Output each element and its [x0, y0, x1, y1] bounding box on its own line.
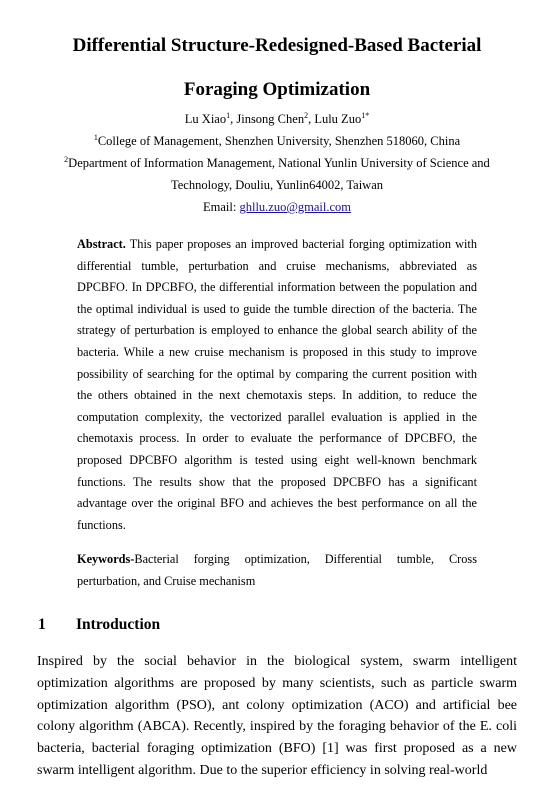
- author-affiliation-mark: 2: [304, 111, 309, 120]
- author-affiliation-mark: 1: [226, 111, 231, 120]
- author-separator: ,: [230, 112, 237, 126]
- abstract: [77, 234, 477, 536]
- email-link[interactable]: ghllu.zuo@gmail.com: [239, 200, 351, 214]
- affiliation-mark: 1: [93, 133, 98, 142]
- affiliation-1: [30, 132, 524, 150]
- introduction-paragraph: Inspired by the social behavior in the biological system, swarm intelligent optimization algorithms are proposed by many scientists, such as particle swarm optimization algorithm (PSO), ant colony optimization (ACO) and artificial bee colony algorithm (ABCA). Recently, inspired by the foraging behavior of the E. coli bacteria, bacterial foraging optimization (BFO) [1] was first proposed as a new swarm intelligent algorithm. Due to the superior efficiency in solving real-world: [37, 654, 517, 778]
- keywords: [77, 549, 477, 592]
- email-line: [30, 198, 524, 216]
- affiliation-2-line-1: [30, 154, 524, 172]
- section-number: 1: [38, 616, 46, 633]
- abstract-paragraph: [77, 234, 477, 536]
- author-name: Lulu Zuo: [314, 112, 362, 126]
- paper-title-line-1: Differential Structure-Redesigned-Based Bacterial: [72, 35, 482, 56]
- section-title: Introduction: [76, 616, 161, 633]
- section-heading-introduction: [38, 615, 160, 635]
- affiliation-mark: 2: [64, 155, 69, 164]
- affiliation-text: Department of Information Management, National Yunlin University of Science and: [68, 156, 490, 170]
- paper-title-line-2: Foraging Optimization: [183, 79, 371, 100]
- affiliation-2-line-2: Technology, Douliu, Yunlin64002, Taiwan: [171, 178, 383, 192]
- author-name: Jinsong Chen: [236, 112, 305, 126]
- abstract-text: This paper proposes an improved bacterial forging optimization with differential tumble, perturbation and cruise mechanisms, abbreviated as DPCBFO. In DPCBFO, the differential information between the population and the optimal individual is used to guide the tumble direction of the bacteria. The strategy of perturbation is employed to enhance the global search ability of the bacteria. While a new cruise mechanism is proposed in this study to improve possibility of searching for the optimal by comparing the current position with the others obtained in the next chemotaxis steps. In addition, to reduce the computation complexity, the vectorized parallel evaluation is applied in the chemotaxis process. In order to evaluate the performance of DPCBFO, the proposed DPCBFO algorithm is tested using eight well-known benchmark functions. The results show that the proposed DPCBFO has a significant advantage over the original BFO and achieves the best performance on all the functions.: [77, 237, 477, 532]
- keywords-label: Keywords-: [77, 552, 135, 566]
- author-list: [30, 110, 524, 128]
- author-name: Lu Xiao: [184, 112, 227, 126]
- author-affiliation-mark: 1*: [361, 111, 370, 120]
- author-separator: ,: [308, 112, 315, 126]
- email-label: Email:: [203, 200, 240, 214]
- keywords-text: Bacterial forging optimization, Differential tumble, Cross perturbation, and Cruise mechanism: [77, 552, 477, 588]
- affiliation-text: College of Management, Shenzhen University, Shenzhen 518060, China: [97, 134, 461, 148]
- abstract-label: Abstract.: [77, 237, 126, 251]
